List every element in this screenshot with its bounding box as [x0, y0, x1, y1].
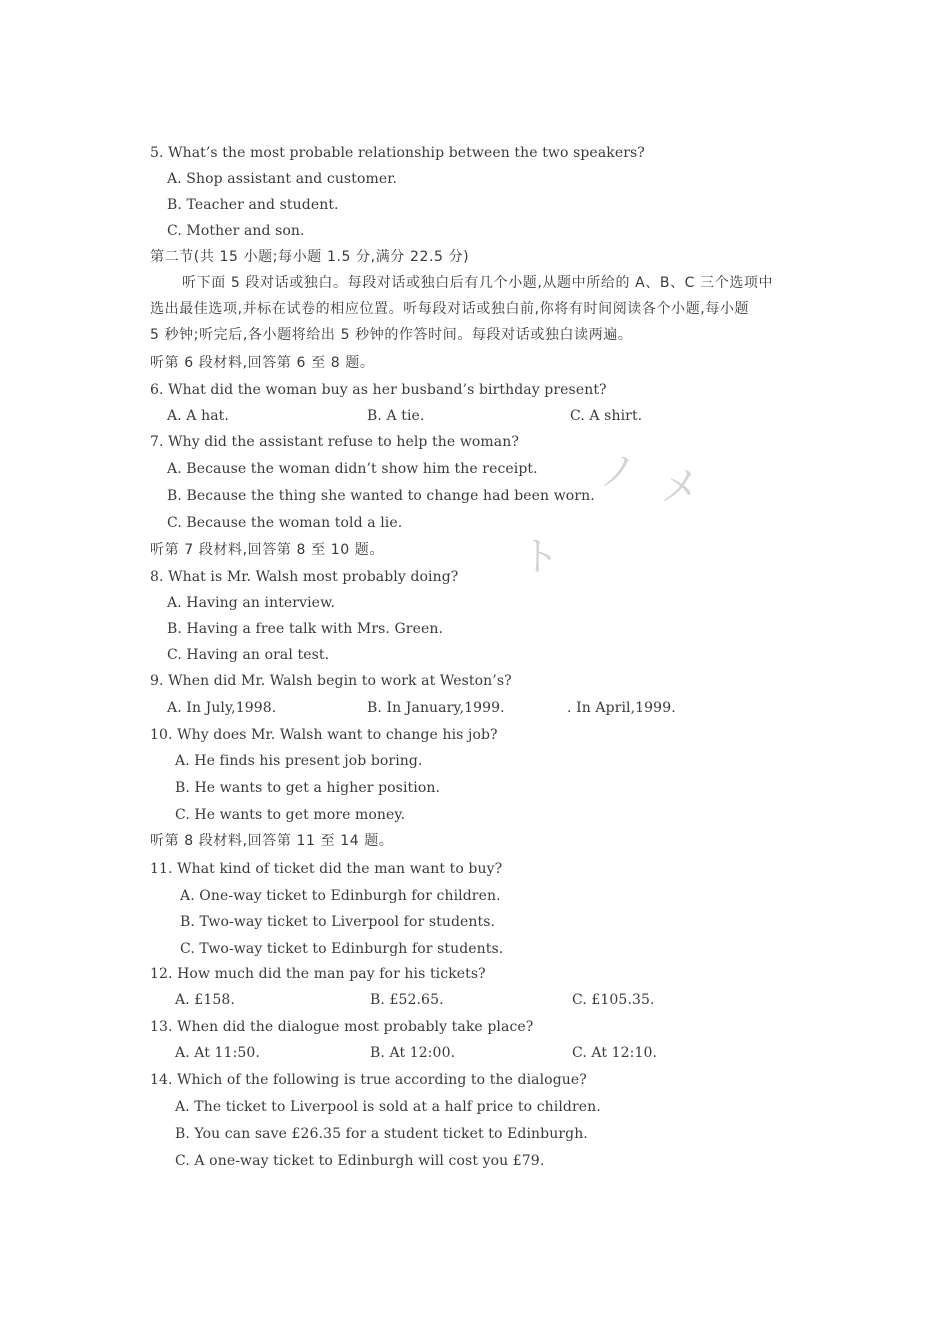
material-heading: 听第 7 段材料,回答第 8 至 10 题。	[150, 542, 384, 558]
section-heading: 第二节(共 15 小题;每小题 1.5 分,满分 22.5 分)	[150, 249, 470, 265]
question-stem: 9. When did Mr. Walsh begin to work at Weston’s?	[150, 673, 512, 689]
answer-option: A. A hat.	[167, 408, 229, 424]
answer-option: B. In January,1999.	[367, 700, 505, 716]
answer-option: B. Two-way ticket to Liverpool for students.	[180, 914, 496, 930]
answer-option: A. Shop assistant and customer.	[167, 171, 398, 187]
instructions-line: 听下面 5 段对话或独白。每段对话或独白后有几个小题,从题中所给的 A、B、C 三个选项中	[182, 275, 774, 291]
answer-option: C. Two-way ticket to Edinburgh for students.	[180, 941, 504, 957]
question-stem: 13. When did the dialogue most probably take place?	[150, 1019, 534, 1035]
instructions-line: 选出最佳选项,并标在试卷的相应位置。听每段对话或独白前,你将有时间阅读各个小题,每小题	[150, 301, 750, 317]
scan-smudge: メ	[660, 464, 700, 510]
answer-option: A. One-way ticket to Edinburgh for children.	[180, 888, 501, 904]
answer-option: C. £105.35.	[572, 992, 655, 1008]
answer-option: A. He finds his present job boring.	[175, 753, 423, 769]
answer-option: B. You can save £26.35 for a student ticket to Edinburgh.	[175, 1126, 588, 1142]
answer-option: B. Because the thing she wanted to change had been worn.	[167, 488, 595, 504]
answer-option: B. £52.65.	[370, 992, 444, 1008]
question-stem: 5. What’s the most probable relationship between the two speakers?	[150, 145, 645, 161]
answer-option: A. Because the woman didn’t show him the receipt.	[167, 461, 538, 477]
answer-option: A. In July,1998.	[167, 700, 277, 716]
question-stem: 6. What did the woman buy as her busband’s birthday present?	[150, 382, 607, 398]
material-heading: 听第 8 段材料,回答第 11 至 14 题。	[150, 833, 394, 849]
answer-option: C. He wants to get more money.	[175, 807, 406, 823]
scan-smudge: ノ	[598, 449, 638, 495]
answer-option: B. He wants to get a higher position.	[175, 780, 441, 796]
answer-option: A. The ticket to Liverpool is sold at a half price to children.	[175, 1099, 601, 1115]
answer-option: C. A one-way ticket to Edinburgh will cost you £79.	[175, 1153, 545, 1169]
question-stem: 12. How much did the man pay for his tickets?	[150, 966, 486, 982]
answer-option: B. Teacher and student.	[167, 197, 339, 213]
question-stem: 14. Which of the following is true according to the dialogue?	[150, 1072, 587, 1088]
question-stem: 10. Why does Mr. Walsh want to change his job?	[150, 727, 498, 743]
answer-option: C. A shirt.	[570, 408, 643, 424]
question-stem: 8. What is Mr. Walsh most probably doing?	[150, 569, 459, 585]
answer-option: A. £158.	[175, 992, 235, 1008]
scan-smudge: ト	[520, 534, 560, 580]
answer-option: B. At 12:00.	[370, 1045, 456, 1061]
answer-option: B. A tie.	[367, 408, 425, 424]
answer-option: C. Having an oral test.	[167, 647, 330, 663]
answer-option: A. At 11:50.	[175, 1045, 260, 1061]
question-stem: 11. What kind of ticket did the man want to buy?	[150, 861, 503, 877]
answer-option: C. Mother and son.	[167, 223, 305, 239]
answer-option: C. Because the woman told a lie.	[167, 515, 403, 531]
instructions-line: 5 秒钟;听完后,各小题将给出 5 秒钟的作答时间。每段对话或独白读两遍。	[150, 327, 633, 343]
answer-option: . In April,1999.	[567, 700, 676, 716]
answer-option: A. Having an interview.	[167, 595, 336, 611]
answer-option: C. At 12:10.	[572, 1045, 658, 1061]
answer-option: B. Having a free talk with Mrs. Green.	[167, 621, 444, 637]
question-stem: 7. Why did the assistant refuse to help the woman?	[150, 434, 519, 450]
material-heading: 听第 6 段材料,回答第 6 至 8 题。	[150, 355, 375, 371]
